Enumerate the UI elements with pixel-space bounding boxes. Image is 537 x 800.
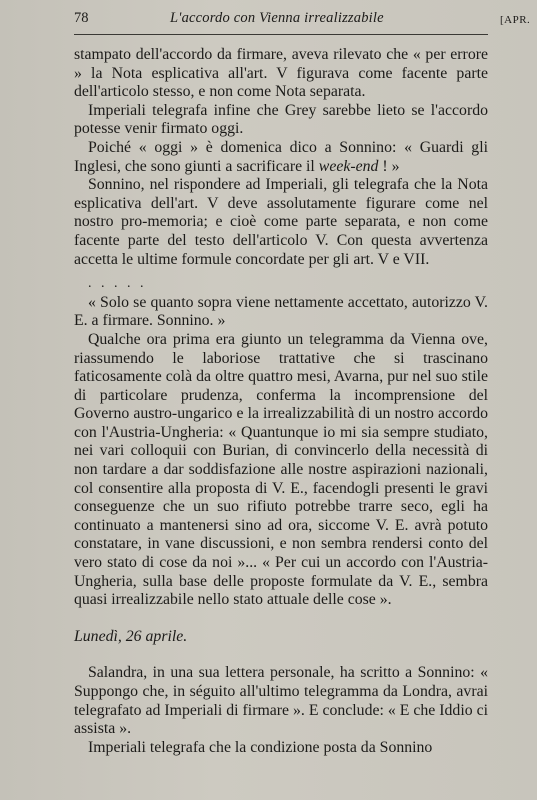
paragraph-2: Imperiali telegrafa infine che Grey sarebbe lieto se l'accordo potesse venir firmato oggi. bbox=[74, 101, 488, 138]
ellipsis-separator: . . . . . bbox=[88, 276, 147, 292]
paragraph-3-text-a: Poiché « oggi » è domenica dico a Sonnino: « Guardi gli Inglesi, che sono giunti a sacrificare il bbox=[74, 138, 488, 175]
header-rule bbox=[74, 34, 488, 35]
paragraph-8: Imperiali telegrafa che la condizione posta da Sonnino bbox=[88, 738, 433, 756]
running-header bbox=[74, 10, 490, 32]
date-heading: Lunedì, 26 aprile. bbox=[74, 627, 188, 645]
margin-note: [APR. bbox=[500, 14, 531, 26]
paragraph-3-text-b: ! » bbox=[378, 157, 400, 175]
paragraph-7: Salandra, in una sua lettera personale, ha scritto a Sonnino: « Suppongo che, in séguito all'ultimo telegramma da Londra, avrai telegrafato ad Imperiali di firmare ». E conclude: « E che Iddio ci assista ». bbox=[74, 664, 488, 738]
paragraph-3 bbox=[74, 139, 488, 176]
page-number: 78 bbox=[74, 10, 89, 26]
week-end-emphasis: week-end bbox=[318, 157, 379, 175]
running-title: L'accordo con Vienna irrealizzabile bbox=[170, 10, 384, 26]
paragraph-1: stampato dell'accordo da firmare, aveva rilevato che « per errore » la Nota esplicativa all'art. V figurava come facente parte dell'articolo stesso, e non come Nota separata. bbox=[74, 46, 488, 101]
paragraph-4: Sonnino, nel rispondere ad Imperiali, gli telegrafa che la Nota esplicativa dell'art. V deve assolutamente figurare come nel nostro pro-memoria; e cioè come parte separata, e non come facente parte del testo dell'articolo V. Con questa avvertenza accetta le ultime formule concordate per gli art. V e VII. bbox=[74, 176, 488, 268]
paragraph-6: Qualche ora prima era giunto un telegramma da Vienna ove, riassumendo le laboriose trattative che si trascinano faticosamente colà da oltre quattro mesi, Avarna, pur nel suo stile di particolare prudenza, conferma la incomprensione del Governo austro-ungarico e la irrealizzabilità di un nostro accordo con l'Austria-Ungheria: « Quantunque io mi sia sempre studiato, nei vari colloquii con Burian, di convincerlo della necessità di non tardare a dar soddisfazione alle nostre aspirazioni nazionali, col consentire alla proposta di V. E., facendogli presenti le gravi conseguenze che un suo rifiuto potrebbe trarre seco, egli ha continuato a mantenersi sino ad ora, siccome V. E. avrà potuto constatare, in vane discussioni, e non sembra rendersi conto del vero stato di cose da noi »... « Per cui un accordo con l'Austria-Ungheria, sulla base delle proposte formulate da V. E., sembra quasi irrealizzabile nello stato attuale delle cose ». bbox=[74, 330, 488, 609]
page-body bbox=[74, 46, 488, 757]
paragraph-5: « Solo se quanto sopra viene nettamente accettato, autorizzo V. E. a firmare. Sonnino. » bbox=[74, 293, 488, 330]
